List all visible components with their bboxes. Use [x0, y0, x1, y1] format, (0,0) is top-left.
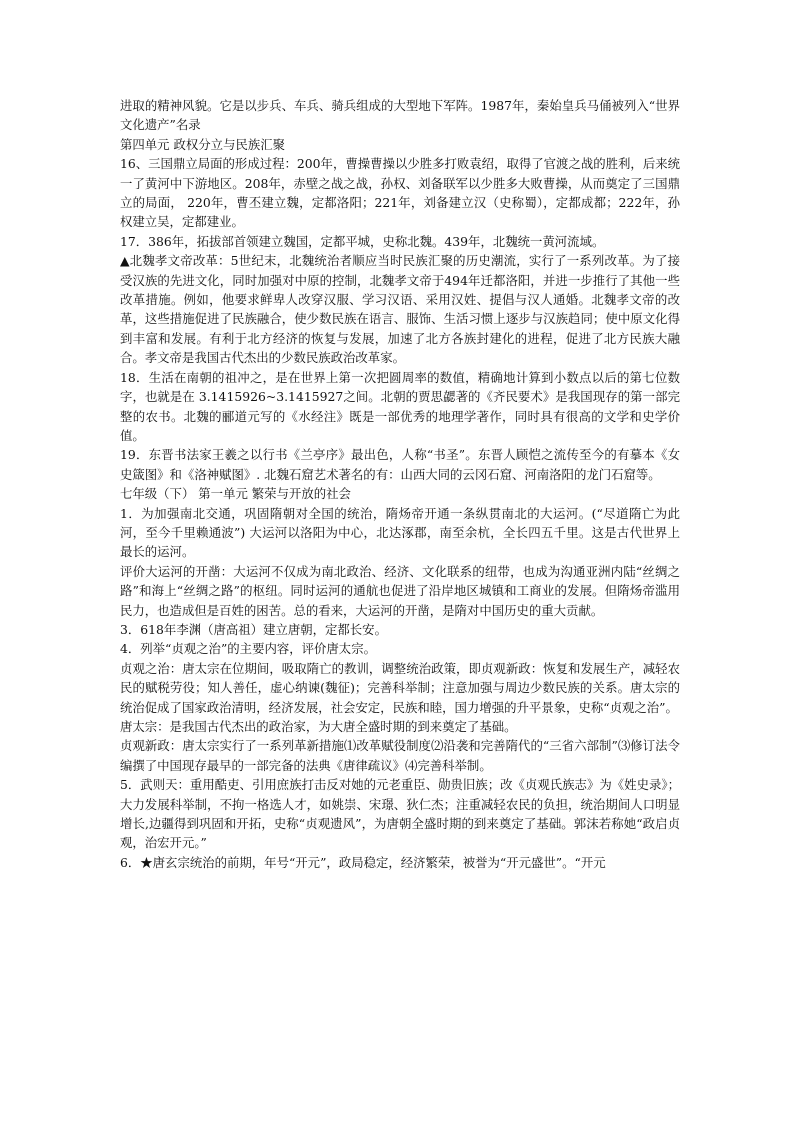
- paragraph: 4．列举“贞观之治”的主要内容，评价唐太宗。: [120, 641, 376, 657]
- paragraph: 1．为加强南北交通，巩固隋朝对全国的统治，隋炀帝开通一条纵贯南北的大运河。(“尽道隋亡为此河，至今千里赖通波”) 大运河以洛阳为中心，北达涿郡，南至余杭，全长四五千里。这是古代世界上最长的运河。: [120, 505, 680, 560]
- paragraph: 17．386年，拓拔部首领建立魏国，定都平城，史称北魏。439年，北魏统一黄河流域。: [120, 233, 605, 249]
- paragraph: 评价大运河的开凿：大运河不仅成为南北政治、经济、文化联系的纽带，也成为沟通亚洲内陆“丝绸之路”和海上“丝绸之路”的枢纽。同时运河的通航也促进了沿岸地区城镇和工商业的发展。但隋炀帝滥用民力，也造成但是百姓的困苦。总的看来，大运河的开凿，是隋对中国历史的重大贡献。: [120, 563, 680, 618]
- paragraph: 进取的精神风貌。它是以步兵、车兵、骑兵组成的大型地下军阵。1987年，秦始皇兵马俑被列入“世界文化遗产”名录: [120, 98, 680, 133]
- paragraph: 19．东晋书法家王羲之以行书《兰亭序》最出色，人称“书圣”。东晋人顾恺之流传至今的有摹本《女史箴图》和《洛神赋图》. 北魏石窟艺术著名的有：山西大同的云冈石窟、河南洛阳的龙门石窟等。: [120, 447, 680, 482]
- paragraph: 贞观新政：唐太宗实行了一系列革新措施⑴改革赋役制度⑵沿袭和完善隋代的“三省六部制”⑶修订法令编撰了中国现存最早的一部完备的法典《唐律疏议》⑷完善科举制。: [120, 738, 680, 773]
- paragraph: 5．武则天：重用酷吏、引用庶族打击反对她的元老重臣、勋贵旧族；改《贞观氏族志》为《姓史录》；大力发展科举制，不拘一格选人才，如姚崇、宋璟、狄仁杰；注重减轻农民的负担，统治期间人口明显增长,边疆得到巩固和开拓，史称“贞观遗风”，为唐朝全盛时期的到来奠定了基础。郭沫若称她“政启贞观，治宏开元。”: [120, 777, 680, 851]
- section-heading: 第四单元 政权分立与民族汇聚: [120, 136, 286, 152]
- section-heading: 七年级（下） 第一单元 繁荣与开放的社会: [120, 486, 351, 502]
- paragraph: ▲北魏孝文帝改革：5世纪末，北魏统治者顺应当时民族汇聚的历史潮流，实行了一系列改革。为了接受汉族的先进文化，同时加强对中原的控制，北魏孝文帝于494年迁都洛阳，并进一步推行了其他一些改革措施。例如，他要求鲜卑人改穿汉服、学习汉语、采用汉姓、提倡与汉人通婚。北魏孝文帝的改革，这些措施促进了民族融合，使少数民族在语言、服饰、生活习惯上逐步与汉族趋同；使中原文化得到丰富和发展。有利于北方经济的恢复与发展，加速了北方各族封建化的进程，促进了北方民族大融合。孝文帝是我国古代杰出的少数民族政治改革家。: [120, 253, 680, 366]
- paragraph: 18．生活在南朝的祖冲之，是在世界上第一次把圆周率的数值，精确地计算到小数点以后的第七位数字，也就是在 3.1415926~3.1415927之间。北朝的贾思勰著的《齐民要术》是我国现存的第一部完整的农书。北魏的郦道元写的《水经注》既是一部优秀的地理学著作，同时具有很高的文学和史学价值。: [120, 369, 680, 443]
- document-page: [120, 96, 680, 872]
- paragraph: 6．★唐玄宗统治的前期，年号“开元”，政局稳定，经济繁荣，被誉为“开元盛世”。“开元: [120, 854, 606, 870]
- paragraph: 唐太宗：是我国古代杰出的政治家，为大唐全盛时期的到来奠定了基础。: [120, 719, 517, 734]
- paragraph: 贞观之治：唐太宗在位期间，吸取隋亡的教训，调整统治政策，即贞观新政：恢复和发展生产，减轻农民的赋税劳役；知人善任，虚心纳谏(魏征)；完善科举制；注意加强与周边少数民族的关系。唐太宗的统治促成了国家政治清明，经济发展，社会安定，民族和睦，国力增强的升平景象，史称“贞观之治”。: [120, 660, 680, 715]
- paragraph: 3．618年李渊（唐高祖）建立唐朝，定都长安。: [120, 621, 387, 637]
- paragraph: 16、三国鼎立局面的形成过程：200年，曹操曹操以少胜多打败袁绍，取得了官渡之战的胜利，后来统一了黄河中下游地区。208年，赤壁之战之战，孙权、刘备联军以少胜多大败曹操，从而奠定了三国鼎立的局面， 220年，曹丕建立魏，定都洛阳；221年，刘备建立汉（史称蜀），定都成都；222年，孙权建立吴，定都建业。: [120, 156, 680, 230]
